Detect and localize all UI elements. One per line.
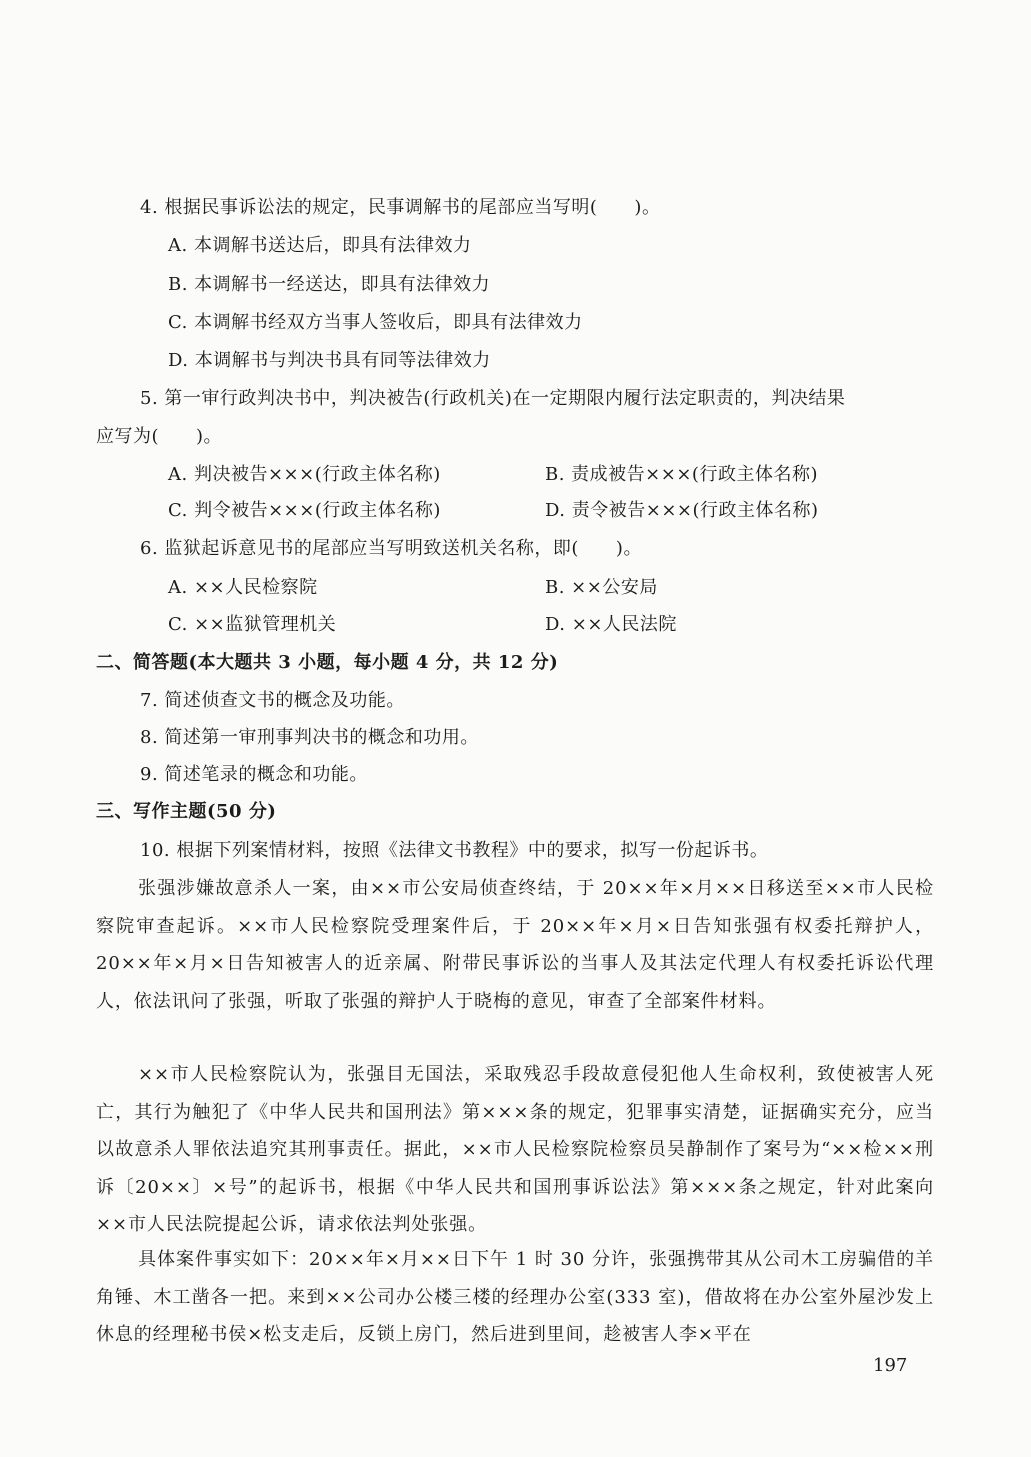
question-5-stem-line1: 5. 第一审行政判决书中，判决被告(行政机关)在一定期限内履行法定职责的，判决结果 <box>140 388 846 409</box>
question-5-option-c: C. 判令被告×××(行政主体名称) <box>168 500 441 521</box>
question-4-option-a: A. 本调解书送达后，即具有法律效力 <box>168 235 472 256</box>
question-5-option-b: B. 责成被告×××(行政主体名称) <box>545 464 818 485</box>
question-7: 7. 简述侦查文书的概念及功能。 <box>140 690 405 711</box>
question-6-option-a: A. ××人民检察院 <box>168 577 318 598</box>
section-3-heading: 三、写作主题(50 分) <box>96 801 277 822</box>
question-4-option-d: D. 本调解书与判决书具有同等法律效力 <box>168 350 491 371</box>
question-10: 10. 根据下列案情材料，按照《法律文书教程》中的要求，拟写一份起诉书。 <box>140 840 769 861</box>
section-2-heading: 二、简答题(本大题共 3 小题，每小题 4 分，共 12 分) <box>96 652 559 673</box>
question-6-stem: 6. 监狱起诉意见书的尾部应当写明致送机关名称，即( )。 <box>140 538 642 559</box>
question-4-option-b: B. 本调解书一经送达，即具有法律效力 <box>168 274 491 295</box>
case-paragraph-2: ××市人民检察院认为，张强目无国法，采取残忍手段故意侵犯他人生命权利，致使被害人死亡，其行为触犯了《中华人民共和国刑法》第×××条的规定，犯罪事实清楚，证据确实充分，应当以故意杀人罪依法追究其刑事责任。据此，××市人民检察院检察员吴静制作了案号为“××检××刑诉〔20××〕×号”的起诉书，根据《中华人民共和国刑事诉讼法》第×××条之规定，针对此案向××市人民法院提起公诉，请求依法判处张强。 <box>96 1064 934 1236</box>
question-5-stem-line2: 应写为( )。 <box>96 426 223 447</box>
question-6-option-c: C. ××监狱管理机关 <box>168 614 337 635</box>
question-4-option-c: C. 本调解书经双方当事人签收后，即具有法律效力 <box>168 312 583 333</box>
question-6-option-d: D. ××人民法院 <box>545 614 677 635</box>
question-6-option-b: B. ××公安局 <box>545 577 658 598</box>
question-5-option-a: A. 判决被告×××(行政主体名称) <box>168 464 441 485</box>
case-paragraph-1: 张强涉嫌故意杀人一案，由××市公安局侦查终结，于 20××年×月××日移送至××市人民检察院审查起诉。××市人民检察院受理案件后，于 20××年×月×日告知张强有权委托辩护人，20××年×月×日告知被害人的近亲属、附带民事诉讼的当事人及其法定代理人有权委托诉讼代理人，依法讯问了张强，听取了张强的辩护人于晓梅的意见，审查了全部案件材料。 <box>96 878 934 1012</box>
question-9: 9. 简述笔录的概念和功能。 <box>140 764 368 785</box>
page-number: 197 <box>873 1355 908 1376</box>
question-4-stem: 4. 根据民事诉讼法的规定，民事调解书的尾部应当写明( )。 <box>140 197 661 218</box>
case-paragraph-3: 具体案件事实如下：20××年×月××日下午 1 时 30 分许，张强携带其从公司木工房骗借的羊角锤、木工凿各一把。来到××公司办公楼三楼的经理办公室(333 室)，借故将在办公室外屋沙发上休息的经理秘书侯×松支走后，反锁上房门，然后进到里间，趁被害人李×平在 <box>96 1249 934 1346</box>
question-5-option-d: D. 责令被告×××(行政主体名称) <box>545 500 819 521</box>
question-8: 8. 简述第一审刑事判决书的概念和功用。 <box>140 727 479 748</box>
